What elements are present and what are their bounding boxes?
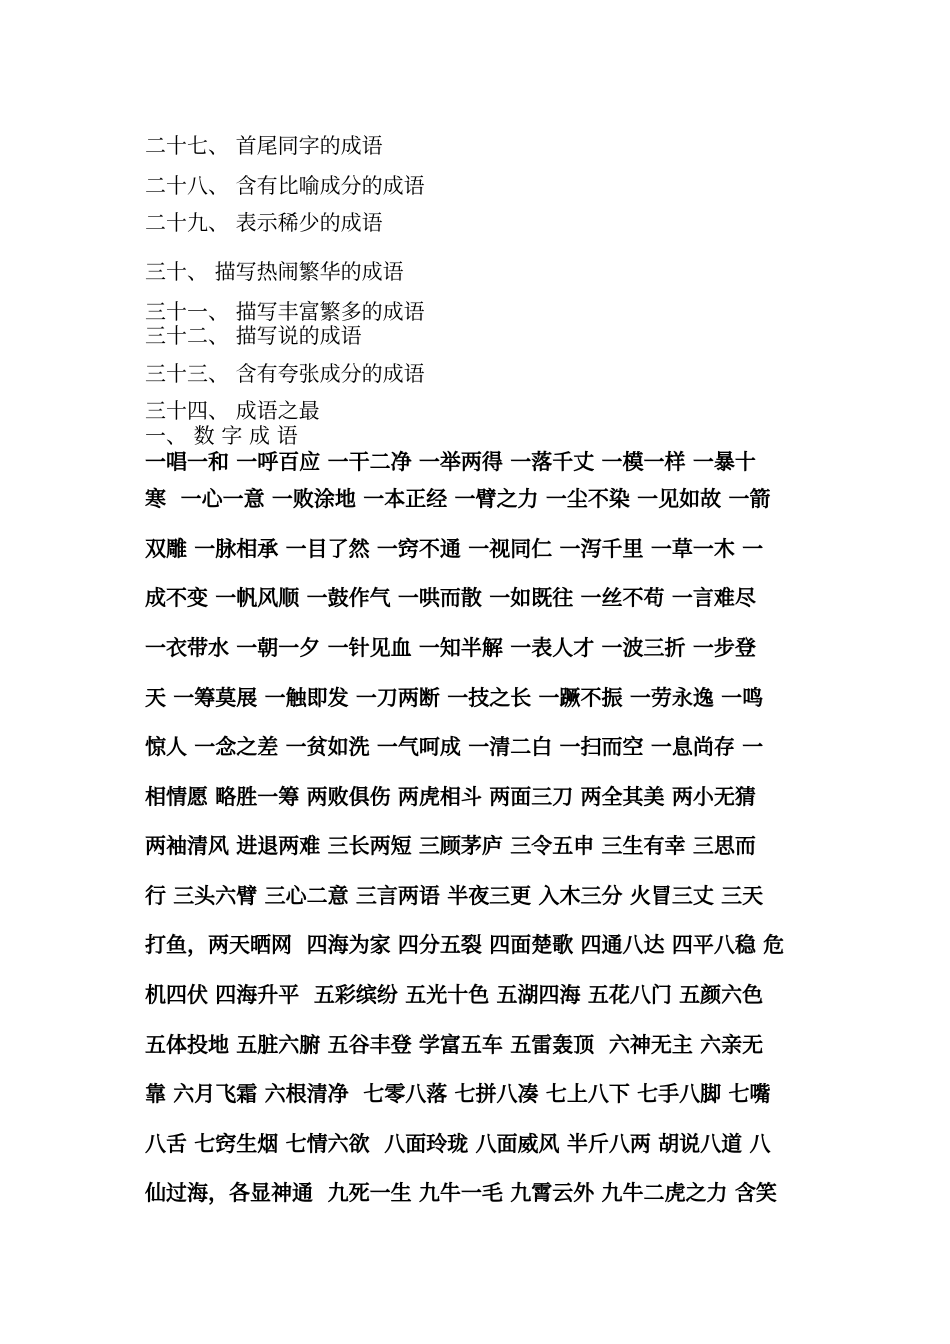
body-line: 一唱一和 一呼百应 一干二净 一举两得 一落千丈 一模一样 一暴十: [145, 449, 756, 474]
body-line: 两袖清风 进退两难 三长两短 三顾茅庐 三令五申 三生有幸 三思而: [145, 833, 756, 858]
body-line: 一衣带水 一朝一夕 一针见血 一知半解 一表人才 一波三折 一步登: [145, 635, 756, 660]
body-line: 惊人 一念之差 一贫如洗 一气呵成 一清二白 一扫而空 一息尚存 一: [145, 734, 764, 759]
body-line: 相情愿 略胜一筹 两败俱伤 两虎相斗 两面三刀 两全其美 两小无猜: [145, 784, 756, 809]
body-line: 机四伏 四海升平 五彩缤纷 五光十色 五湖四海 五花八门 五颜六色: [145, 982, 764, 1007]
body-line: 成不变 一帆风顺 一鼓作气 一哄而散 一如既往 一丝不苟 一言难尽: [145, 585, 756, 610]
toc-item-27: 二十七、 首尾同字的成语: [145, 134, 383, 158]
toc-item-34: 三十四、 成语之最: [145, 399, 320, 423]
toc-item-30: 三十、 描写热闹繁华的成语: [145, 260, 404, 284]
body-line: 打鱼，两天晒网 四海为家 四分五裂 四面楚歌 四通八达 四平八稳 危: [145, 932, 785, 957]
body-line: 天 一筹莫展 一触即发 一刀两断 一技之长 一蹶不振 一劳永逸 一鸣: [145, 685, 764, 710]
body-line: 寒 一心一意 一败涂地 一本正经 一臂之力 一尘不染 一见如故 一箭: [145, 486, 771, 511]
body-line: 八舌 七窍生烟 七情六欲 八面玲珑 八面威风 半斤八两 胡说八道 八: [145, 1131, 771, 1156]
body-line: 双雕 一脉相承 一目了然 一窍不通 一视同仁 一泻千里 一草一木 一: [145, 536, 764, 561]
body-line: 五体投地 五脏六腑 五谷丰登 学富五车 五雷轰顶 六神无主 六亲无: [145, 1032, 764, 1057]
toc-item-28: 二十八、 含有比喻成分的成语: [145, 174, 425, 198]
toc-item-33: 三十三、 含有夸张成分的成语: [145, 362, 425, 386]
body-line: 靠 六月飞霜 六根清净 七零八落 七拼八凑 七上八下 七手八脚 七嘴: [145, 1081, 771, 1106]
section-heading: 一、 数 字 成 语: [145, 424, 298, 448]
body-line: 行 三头六臂 三心二意 三言两语 半夜三更 入木三分 火冒三丈 三天: [145, 883, 764, 908]
toc-item-32: 三十二、 描写说的成语: [145, 324, 362, 348]
toc-item-29: 二十九、 表示稀少的成语: [145, 211, 383, 235]
toc-item-31: 三十一、 描写丰富繁多的成语: [145, 300, 425, 324]
body-line: 仙过海，各显神通 九死一生 九牛一毛 九霄云外 九牛二虎之力 含笑: [145, 1180, 777, 1205]
